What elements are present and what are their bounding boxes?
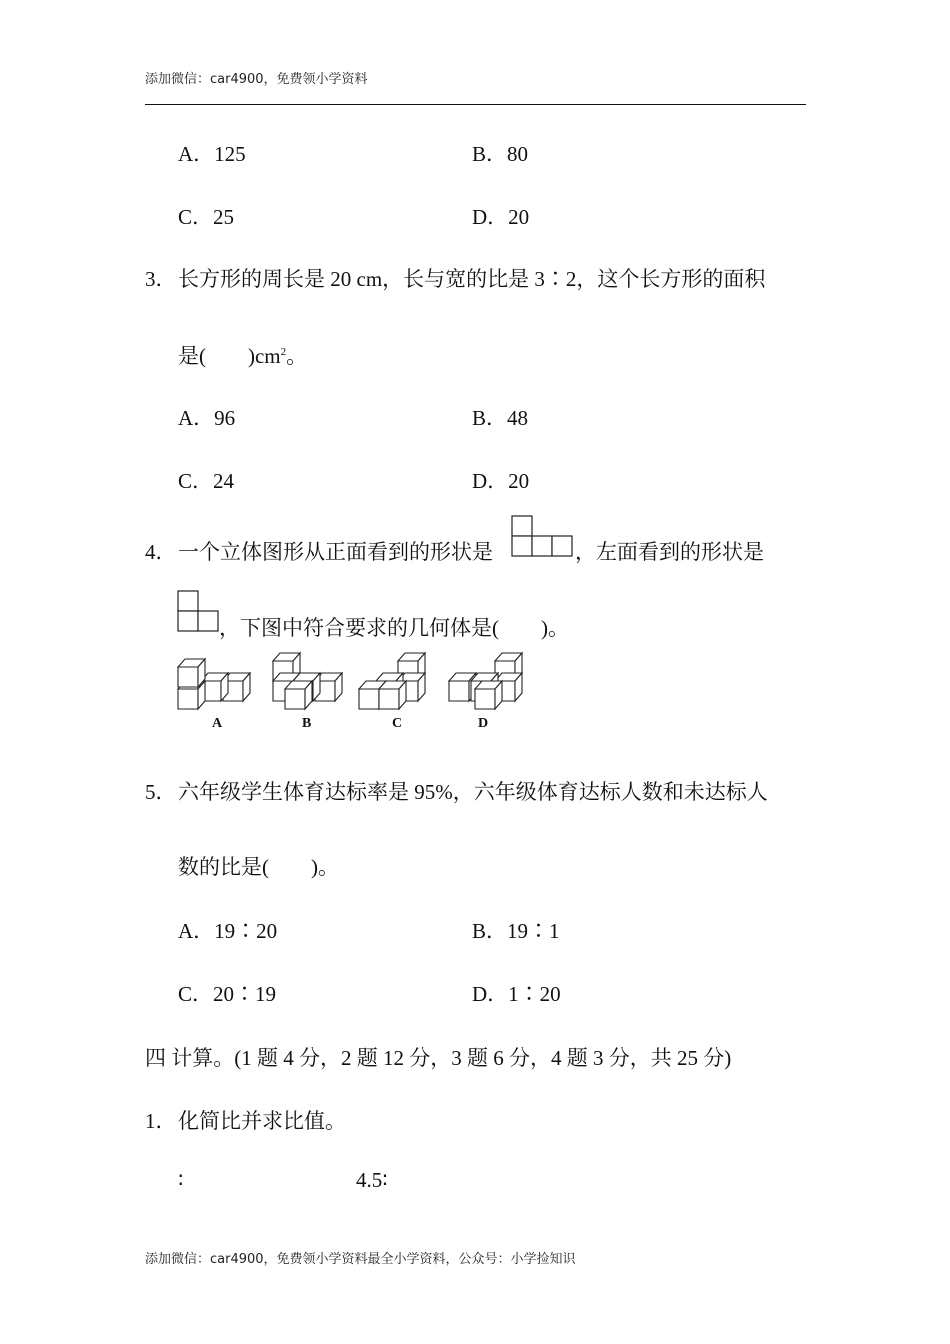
q5-option-d: D．1∶20 xyxy=(472,982,561,1006)
s4-q1-expr2: 4.5∶ xyxy=(356,1168,388,1192)
solid-label-c: C xyxy=(392,716,403,731)
q4-number: 4． xyxy=(145,540,177,564)
solid-label-b: B xyxy=(302,716,312,731)
s4-q1-number: 1． xyxy=(145,1109,177,1133)
q5-option-a: A．19∶20 xyxy=(178,919,278,943)
q3-option-b: B．48 xyxy=(472,406,529,430)
s4-q1-expr1: ∶ xyxy=(178,1168,184,1192)
q5-option-b: B．19∶1 xyxy=(472,919,560,943)
solid-d xyxy=(449,653,522,709)
front-view-figure xyxy=(511,515,573,557)
q3-option-d: D．20 xyxy=(472,469,530,493)
q4-text-line1-pre: 一个立体图形从正面看到的形状是 xyxy=(178,540,493,564)
q5-option-c: C．20∶19 xyxy=(178,982,277,1006)
header-rule xyxy=(145,104,806,105)
left-view-figure xyxy=(177,590,219,632)
page-footer: 添加微信：car4900，免费领小学资料最全小学资料，公众号：小学捡知识 xyxy=(145,1252,576,1267)
solid-a xyxy=(178,659,250,709)
q5-text-line1: 六年级学生体育达标率是 95%，六年级体育达标人数和未达标人 xyxy=(178,780,768,804)
section-4-title: 四 计算。(1 题 4 分，2 题 12 分，3 题 6 分，4 题 3 分，共 25 分) xyxy=(145,1046,732,1070)
page-header: 添加微信：car4900，免费领小学资料 xyxy=(145,72,368,87)
q2-option-a: A．125 xyxy=(178,142,246,166)
solid-label-d: D xyxy=(478,716,489,731)
q4-text-line1-post: ，左面看到的形状是 xyxy=(575,540,764,564)
q4-text-line2: ，下图中符合要求的几何体是( )。 xyxy=(219,616,569,640)
q3-text-line1: 长方形的周长是 20 cm，长与宽的比是 3∶2，这个长方形的面积 xyxy=(178,267,766,291)
q5-number: 5． xyxy=(145,780,177,804)
q3-number: 3． xyxy=(145,267,177,291)
q5-text-line2: 数的比是( )。 xyxy=(178,855,339,879)
q4-solid-figures xyxy=(175,650,525,712)
solid-c xyxy=(359,653,425,709)
q3-text-line2: 是( )$cm^2$。 xyxy=(178,344,308,368)
q2-option-c: C．25 xyxy=(178,205,235,229)
solid-label-a: A xyxy=(212,716,223,731)
q3-option-a: A．96 xyxy=(178,406,236,430)
solid-b xyxy=(273,653,342,709)
q2-option-b: B．80 xyxy=(472,142,529,166)
q3-option-c: C．24 xyxy=(178,469,235,493)
q2-option-d: D．20 xyxy=(472,205,530,229)
s4-q1-text: 化简比并求比值。 xyxy=(178,1109,346,1133)
